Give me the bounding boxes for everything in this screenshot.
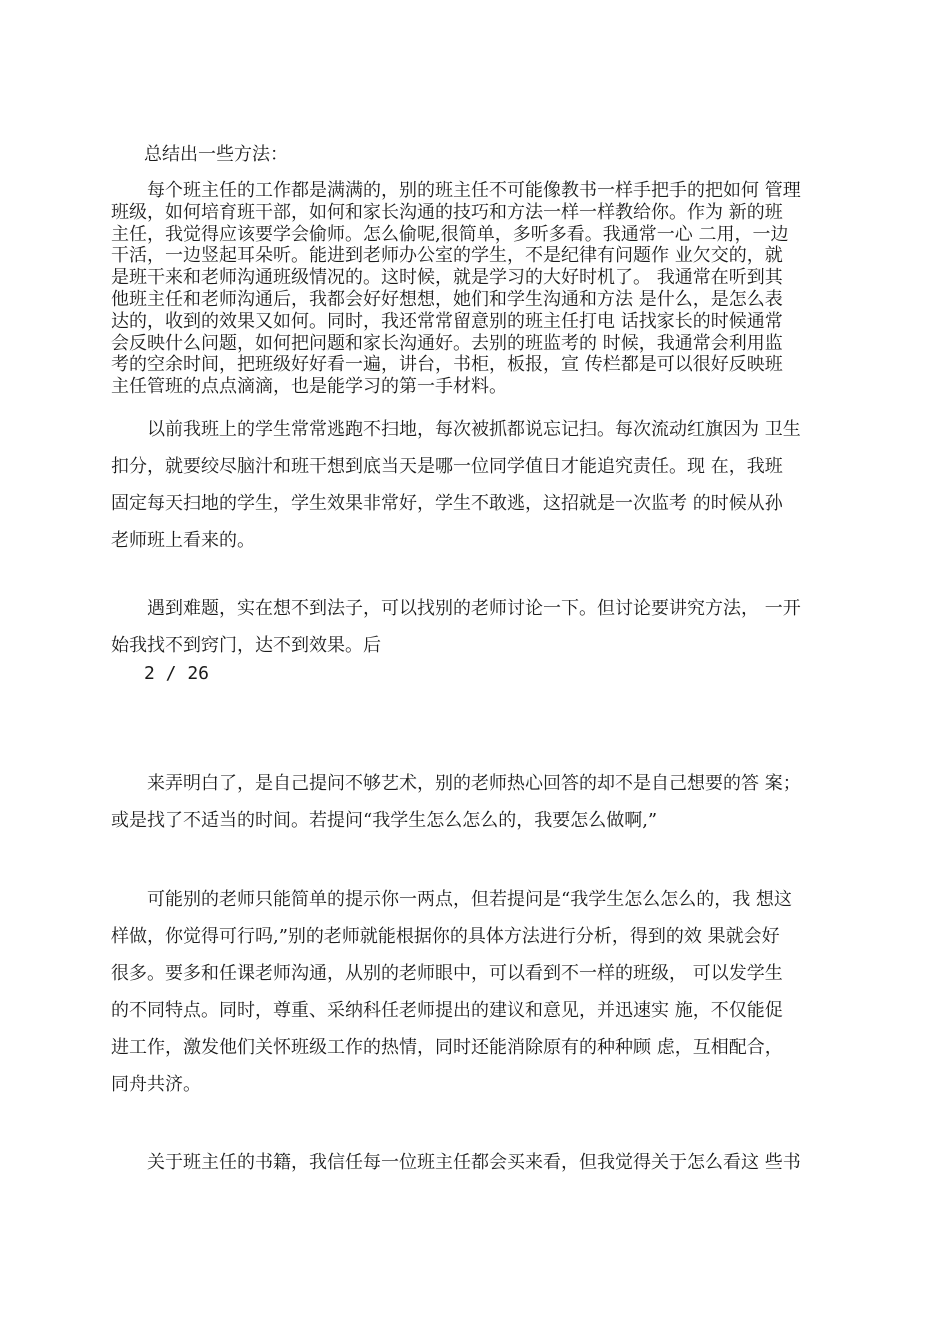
paragraph-communicating-teachers: 可能别的老师只能简单的提示你一两点，但若提问是“我学生怎么怎么的，我 想这 样做，你觉得可行吗,”别的老师就能根据你的具体方法进行分析，得到的效 果就会好 很多。要多和任课老师沟通，从别的老师眼中，可以看到不一样的班级， 可以发学生 的不同特点。同时，尊重、采纳科任老师提出的建议和意见，并迅速实 施，不仅能促 进工作，激发他们关怀班级工作的热情，同时还能消除原有的种种顾 虑，互相配合， 同舟共济。 (111, 889, 792, 1095)
paragraph-cleaning-duty: 以前我班上的学生常常逃跑不扫地，每次被抓都说忘记扫。每次流动红旗因为 卫生 扣分，就要绞尽脑汁和班干想到底当天是哪一位同学值日才能追究责任。现 在，我班 固定每天扫地的学生，学生效果非常好，学生不敢逃，这招就是一次监考 的时候从孙 老师班上看来的。 (111, 419, 801, 551)
paragraph-books: 关于班主任的书籍，我信任每一位班主任都会买来看，但我觉得关于怎么看这 些书 (111, 1152, 801, 1173)
page-number: 2 / 26 (144, 663, 210, 684)
paragraph-discussing-problems: 遇到难题，实在想不到法子，可以找别的老师讨论一下。但讨论要讲究方法， 一开 始我找不到窍门，达不到效果。后 (111, 598, 801, 656)
section-heading: 总结出一些方法： (144, 144, 288, 165)
paragraph-asking-questions: 来弄明白了，是自己提问不够艺术，别的老师热心回答的却不是自己想要的答 案； 或是找了不适当的时间。若提问“我学生怎么怎么的，我要怎么做啊,” (111, 773, 801, 831)
paragraph-learning-by-observing: 每个班主任的工作都是满满的，别的班主任不可能像教书一样手把手的把如何 管理 班级，如何培育班干部，如何和家长沟通的技巧和方法一样一样教给你。作为 新的班 主任，我觉得应该要学会偷师。怎么偷呢,很简单，多听多看。我通常一心 二用，一边 干活，一边竖起耳朵听。能进到老师办公室的学生，不是纪律有问题作 业欠交的，就 是班干来和老师沟通班级情况的。这时候，就是学习的大好时机了。 我通常在听到其 他班主任和老师沟通后，我都会好好想想，她们和学生沟通和方法 是什么，是怎么表 达的，收到的效果又如何。同时，我还常常留意别的班主任打电 话找家长的时候通常 会反映什么问题，如何把问题和家长沟通好。去别的班监考的 时候，我通常会利用监 考的空余时间，把班级好好看一遍，讲台，书柜，板报，宣 传栏都是可以很好反映班 主任管班的点点滴滴，也是能学习的第一手材料。 (111, 180, 801, 398)
